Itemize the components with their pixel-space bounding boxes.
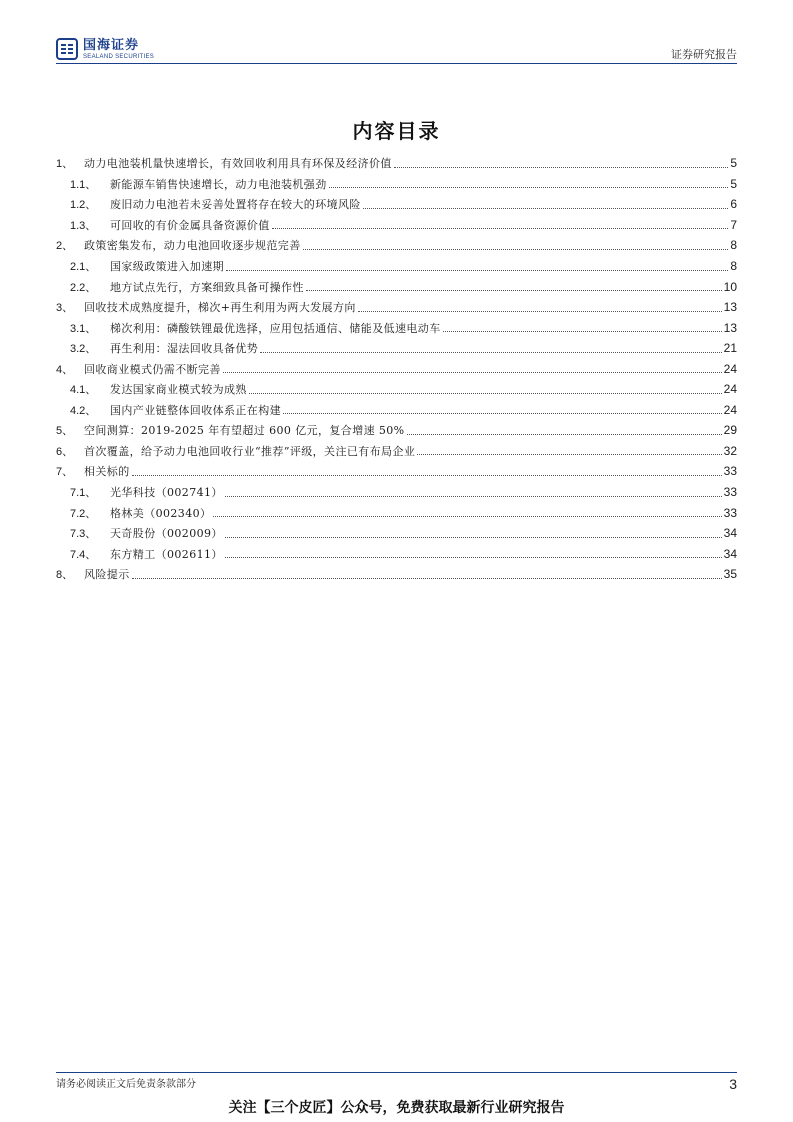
toc-entry-page: 33 <box>723 485 737 500</box>
toc-entry-text: 回收技术成熟度提升，梯次+再生利用为两大发展方向 <box>84 301 356 315</box>
toc-entry-page: 32 <box>723 443 737 458</box>
toc-entry-number: 8、 <box>56 569 74 582</box>
footer-disclaimer: 请务必阅读正文后免责条款部分 <box>56 1079 196 1090</box>
toc-leader-dots <box>358 311 722 312</box>
toc-entry[interactable] <box>56 194 737 215</box>
table-of-contents <box>56 153 737 584</box>
toc-entry-number: 7.4、 <box>70 548 97 561</box>
toc-entry-text: 格林美（002340） <box>110 506 212 520</box>
toc-entry-number: 1.1、 <box>70 178 97 191</box>
toc-entry-page: 13 <box>723 300 737 315</box>
toc-entry-page: 13 <box>723 320 737 335</box>
toc-leader-dots <box>329 187 729 188</box>
toc-leader-dots <box>213 516 721 517</box>
toc-entry-text: 梯次利用：磷酸铁锂最优选择，应用包括通信、储能及低速电动车 <box>110 321 441 335</box>
toc-entry-number: 1.3、 <box>70 219 97 232</box>
toc-leader-dots <box>272 228 729 229</box>
toc-entry[interactable] <box>56 338 737 359</box>
toc-entry-page: 24 <box>723 382 737 397</box>
toc-entry-text: 可回收的有价金属具备资源价值 <box>110 218 270 232</box>
toc-entry-number: 7、 <box>56 466 74 479</box>
toc-entry-number: 7.1、 <box>70 487 97 500</box>
toc-entry-page: 24 <box>723 361 737 376</box>
toc-leader-dots <box>394 167 729 168</box>
logo-english-name: SEALAND SECURITIES <box>83 53 155 60</box>
toc-leader-dots <box>443 331 722 332</box>
toc-entry-number: 4.1、 <box>70 384 97 397</box>
toc-entry-text: 再生利用：湿法回收具备优势 <box>110 342 259 356</box>
toc-entry-number: 7.2、 <box>70 507 97 520</box>
toc-entry-number: 3、 <box>56 302 74 315</box>
logo-chinese-name: 国海证券 <box>83 37 140 53</box>
toc-entry-page: 35 <box>723 567 737 582</box>
toc-entry-page: 21 <box>723 341 737 356</box>
toc-entry-page: 24 <box>723 402 737 417</box>
toc-entry[interactable] <box>56 441 737 462</box>
toc-leader-dots <box>260 352 721 353</box>
toc-entry[interactable] <box>56 379 737 400</box>
toc-entry-page: 34 <box>723 526 737 541</box>
toc-leader-dots <box>225 557 722 558</box>
toc-entry-text: 废旧动力电池若未妥善处置将存在较大的环境风险 <box>110 198 361 212</box>
toc-entry-text: 光华科技（002741） <box>110 486 223 500</box>
toc-entry-text: 动力电池装机量快速增长，有效回收利用具有环保及经济价值 <box>84 157 392 171</box>
toc-leader-dots <box>225 537 722 538</box>
toc-leader-dots <box>417 454 721 455</box>
toc-entry-page: 10 <box>723 279 737 294</box>
toc-entry[interactable] <box>56 400 737 421</box>
toc-entry-text: 相关标的 <box>84 465 130 479</box>
toc-entry[interactable] <box>56 564 737 585</box>
toc-entry-number: 1.2、 <box>70 199 97 212</box>
toc-entry[interactable] <box>56 174 737 195</box>
toc-entry-page: 7 <box>730 217 737 232</box>
sealand-logo-icon <box>56 38 78 60</box>
toc-entry-number: 2.1、 <box>70 261 97 273</box>
toc-entry-text: 东方精工（002611） <box>110 547 223 561</box>
toc-entry[interactable] <box>56 297 737 318</box>
toc-leader-dots <box>132 578 722 579</box>
toc-entry-page: 5 <box>730 156 737 171</box>
toc-entry-page: 8 <box>730 259 737 273</box>
company-logo <box>56 35 154 63</box>
toc-entry-text: 国内产业链整体回收体系正在构建 <box>110 403 281 417</box>
header-divider <box>56 63 737 64</box>
toc-leader-dots <box>306 290 722 291</box>
toc-entry-number: 3.1、 <box>70 322 97 335</box>
report-type-label: 证券研究报告 <box>671 48 737 61</box>
page-header <box>56 35 737 63</box>
toc-entry[interactable] <box>56 235 737 256</box>
toc-entry-text: 天奇股份（002009） <box>110 527 223 541</box>
toc-leader-dots <box>303 249 729 250</box>
footer-divider <box>56 1072 737 1073</box>
toc-title: 内容目录 <box>352 119 441 143</box>
toc-entry[interactable] <box>56 523 737 544</box>
toc-leader-dots <box>223 372 722 373</box>
toc-entry[interactable] <box>56 153 737 174</box>
toc-entry-page: 33 <box>723 505 737 520</box>
toc-entry[interactable] <box>56 420 737 441</box>
toc-entry[interactable] <box>56 543 737 564</box>
toc-leader-dots <box>363 208 729 209</box>
toc-entry[interactable] <box>56 276 737 297</box>
toc-entry-text: 政策密集发布，动力电池回收逐步规范完善 <box>84 239 301 253</box>
toc-entry[interactable] <box>56 317 737 338</box>
toc-entry-number: 7.3、 <box>70 528 97 541</box>
toc-entry-number: 1、 <box>56 158 74 171</box>
toc-entry-page: 29 <box>723 423 737 438</box>
toc-entry-number: 4.2、 <box>70 404 97 417</box>
toc-entry-page: 5 <box>730 176 737 191</box>
toc-entry[interactable] <box>56 358 737 379</box>
toc-entry-number: 3.2、 <box>70 343 97 356</box>
toc-entry[interactable] <box>56 502 737 523</box>
toc-entry-number: 2、 <box>56 240 74 253</box>
footer-page-number: 3 <box>729 1076 737 1092</box>
toc-entry-number: 5、 <box>56 425 74 438</box>
toc-entry[interactable] <box>56 215 737 236</box>
toc-entry-number: 2.2、 <box>70 281 97 294</box>
toc-leader-dots <box>132 475 722 476</box>
toc-entry-text: 国家级政策进入加速期 <box>110 260 224 273</box>
toc-entry-page: 8 <box>730 238 737 253</box>
toc-leader-dots <box>226 270 728 271</box>
toc-leader-dots <box>225 496 722 497</box>
toc-entry-text: 发达国家商业模式较为成熟 <box>110 383 247 397</box>
toc-entry[interactable] <box>56 256 737 277</box>
toc-entry-number: 4、 <box>56 363 74 376</box>
toc-entry-text: 新能源车销售快速增长，动力电池装机强劲 <box>110 177 327 191</box>
toc-entry-text: 首次覆盖，给予动力电池回收行业“推荐”评级，关注已有布局企业 <box>84 444 416 458</box>
toc-entry-page: 33 <box>723 464 737 479</box>
toc-entry-text: 空间测算：2019-2025 年有望超过 600 亿元，复合增速 50% <box>84 424 405 438</box>
promo-banner: 关注【三个皮匠】公众号，免费获取最新行业研究报告 <box>228 1100 565 1116</box>
toc-entry-text: 风险提示 <box>84 568 130 582</box>
toc-leader-dots <box>283 413 722 414</box>
toc-entry[interactable] <box>56 482 737 503</box>
toc-entry-text: 回收商业模式仍需不断完善 <box>84 362 221 376</box>
toc-leader-dots <box>249 393 722 394</box>
toc-entry-text: 地方试点先行，方案细致具备可操作性 <box>110 280 304 294</box>
toc-entry-page: 34 <box>723 546 737 561</box>
toc-entry[interactable] <box>56 461 737 482</box>
toc-leader-dots <box>407 434 722 435</box>
toc-entry-number: 6、 <box>56 445 74 458</box>
toc-entry-page: 6 <box>730 197 737 212</box>
